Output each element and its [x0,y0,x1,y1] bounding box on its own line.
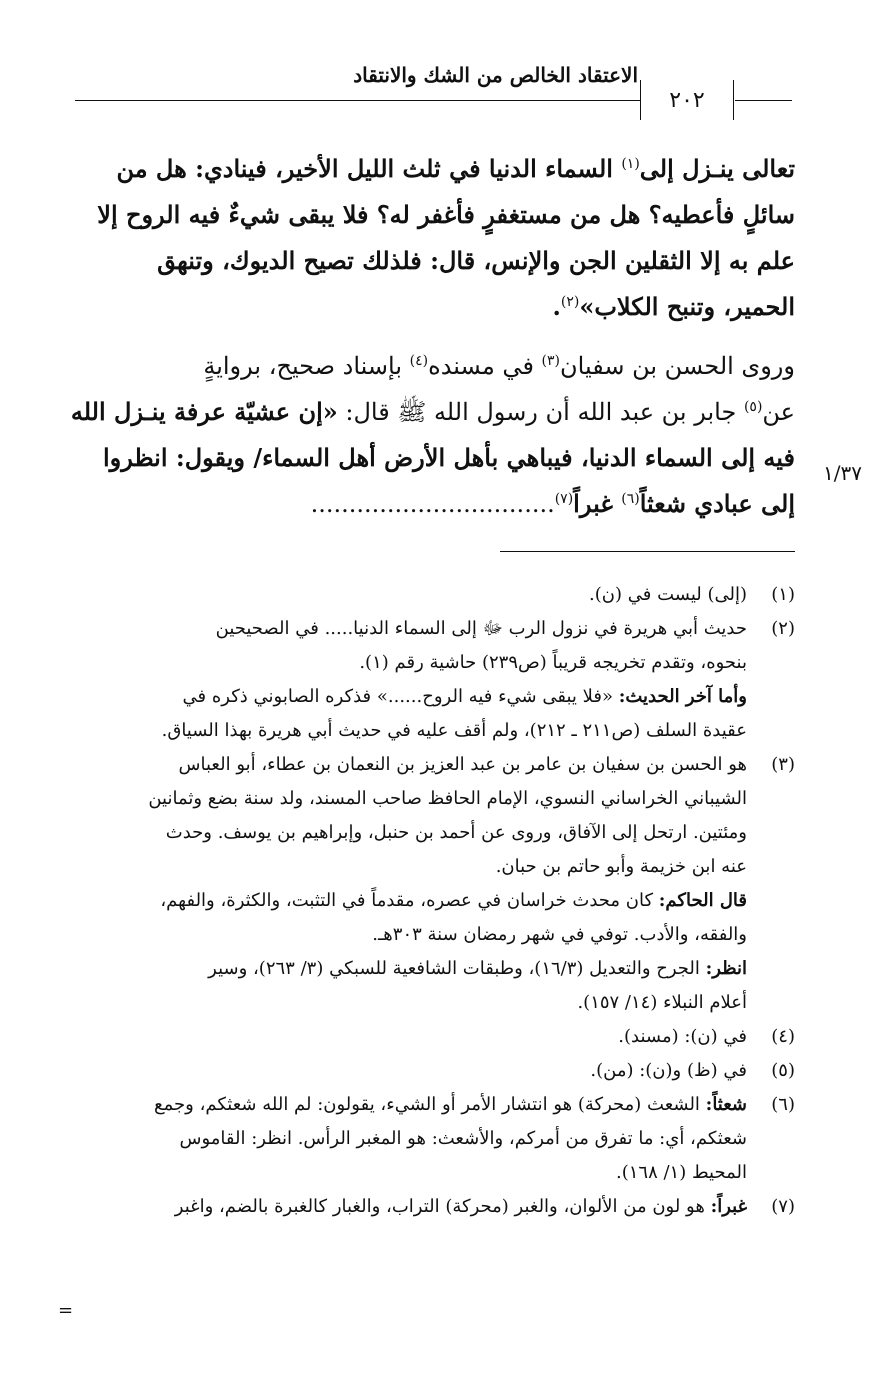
ellipsis-dots: ................................ [310,490,555,518]
footnote-line: المحيط (١/ ١٦٨). [615,1162,747,1183]
footnote-item [55,1020,795,1054]
footnote-marker[interactable]: (٦) [621,491,640,507]
footnote-lead-word: وأما آخر الحديث: [618,686,747,707]
text-segment: في مسنده [428,352,542,380]
page-number: ٢٠٢ [669,88,705,113]
footnote-number: (٥) [771,1060,795,1081]
footnote-body [55,1020,747,1054]
text-line: سائلٍ فأعطيه؟ هل من مستغفرٍ فأغفر له؟ فلا يبقى شيءٌ فيه الروح إلا [97,200,795,229]
text-segment: غبراً [573,489,622,518]
footnote-line: قال الحاكم: كان محدث خراسان في عصره، مقدماً في التثبت، والكثرة، والفهم، [160,890,747,911]
text-segment: إلى عبادي شعثاً [639,489,795,518]
header-divider [640,80,641,120]
footnote-item [55,612,795,748]
header-rule [735,100,792,101]
footnote-body [55,612,747,748]
text-line [70,343,795,389]
text-segment: جابر بن عبد الله أن رسول الله ﷺ قال: [337,398,744,426]
footnote-item [55,748,795,1020]
footnote-number: (٣) [771,754,795,775]
footnote-lead-word: شعثاً: [705,1094,747,1115]
text-line: فيه إلى السماء الدنيا، فيباهي بأهل الأرض أهل السماء/ ويقول: انظروا [102,443,795,472]
footnote-line: ومئتين. ارتحل إلى الآفاق، وروى عن أحمد بن حنبل، وإبراهيم بن يوسف. وحدث [165,822,747,843]
footnote-number: (٢) [771,618,795,639]
footnote-line: (إلى) ليست في (ن). [589,584,747,605]
footnote-line: في (ظ) و(ن): (من). [590,1060,747,1081]
text-segment: . [552,292,561,321]
footnote-line: هو الحسن بن سفيان بن عامر بن عبد العزيز بن النعمان بن عطاء، أبو العباس [178,754,747,775]
footnote-line: الشيباني الخراساني النسوي، الإمام الحافظ صاحب المسند، ولد سنة بضع وثمانين [148,788,747,809]
footnote-marker[interactable]: (٢) [560,294,580,310]
footnote-lead-word: قال الحاكم: [658,890,747,911]
footnote-body [55,1190,747,1224]
footnote-line: حديث أبي هريرة في نزول الرب ﷻ إلى السماء الدنيا..... في الصحيحين [215,618,747,639]
footnote-marker[interactable]: (٧) [554,491,574,507]
footnote-marker[interactable]: (٥) [743,399,763,415]
footnote-item [55,578,795,612]
hadith-text: «إن عشيّة عرفة ينـزل الله [70,397,338,426]
footnote-item [55,1054,795,1088]
footnote-body [55,1054,747,1088]
text-line: علم به إلا الثقلين الجن والإنس، قال: فلذلك تصيح الديوك، وتنهق [157,246,795,275]
footnote-lead-word: غبراً: [710,1196,747,1217]
footnote-line: عقيدة السلف (ص٢١١ ـ ٢١٢)، ولم أقف عليه في حديث أبي هريرة بهذا السياق. [161,720,747,741]
footnote-line: بنحوه، وتقدم تخريجه قريباً (ص٢٣٩) حاشية رقم (١). [359,652,747,673]
main-paragraph-1 [70,146,795,330]
footnote-number: (٧) [771,1196,795,1217]
footnote-separator [500,551,795,552]
text-segment: الحمير، وتنبح الكلاب» [579,292,795,321]
footnote-lead-word: انظر: [705,958,747,979]
footnote-line: شعثاً: الشعث (محركة) هو انتشار الأمر أو الشيء، يقولون: لم الله شعثكم، وجمع [154,1094,747,1115]
footnote-line: عنه ابن خزيمة وأبو حاتم بن حبان. [495,856,747,877]
footnote-line: في (ن): (مسند). [618,1026,747,1047]
footnote-line: انظر: الجرح والتعديل (١٦/٣)، وطبقات الشافعية للسبكي (٣/ ٢٦٣)، وسير [208,958,747,979]
footnote-body [55,578,747,612]
text-segment: بإسناد صحيح، بروايةٍ [203,352,410,380]
header-rule [75,100,640,101]
text-segment: وروى الحسن بن سفيان [560,352,795,380]
footnote-body [55,748,747,1020]
footnotes-section [55,578,795,1224]
footnote-number: (٦) [771,1094,795,1115]
text-line [70,146,795,192]
footnote-item [55,1190,795,1224]
text-segment: تعالى ينـزل إلى [639,154,795,183]
footnote-line: والفقه، والأدب. توفي في شهر رمضان سنة ٣٠٣هـ. [372,924,747,945]
text-segment: السماء الدنيا في ثلث الليل الأخير، فينادي: هل من [116,154,622,183]
header-divider [733,80,734,120]
text-line [70,284,795,330]
footnote-number: (٤) [771,1026,795,1047]
footnote-number: (١) [771,584,795,605]
text-segment: عن [762,398,795,426]
running-title: الاعتقاد الخالص من الشك والانتقاد [353,63,638,87]
footnote-body [55,1088,747,1190]
text-line [70,481,795,527]
footnote-line: أعلام النبلاء (١٤/ ١٥٧). [577,992,747,1013]
footnote-line: غبراً: هو لون من الألوان، والغبر (محركة) التراب، والغبار كالغبرة بالضم، واغبر [174,1196,747,1217]
continuation-mark: = [58,1300,74,1321]
footnote-item [55,1088,795,1190]
footnote-line: شعثكم، أي: ما تفرق من أمركم، والأشعث: هو المغبر الرأس. انظر: القاموس [179,1128,747,1149]
footnote-line: وأما آخر الحديث: «فلا يبقى شيء فيه الروح......» فذكره الصابوني ذكره في [182,686,747,707]
footnote-marker[interactable]: (١) [621,156,640,172]
manuscript-folio-ref: ١/٣٧ [823,461,862,485]
text-line [70,389,795,435]
footnote-marker[interactable]: (٤) [409,353,429,369]
footnote-marker[interactable]: (٣) [541,353,561,369]
main-paragraph-2 [70,343,795,527]
